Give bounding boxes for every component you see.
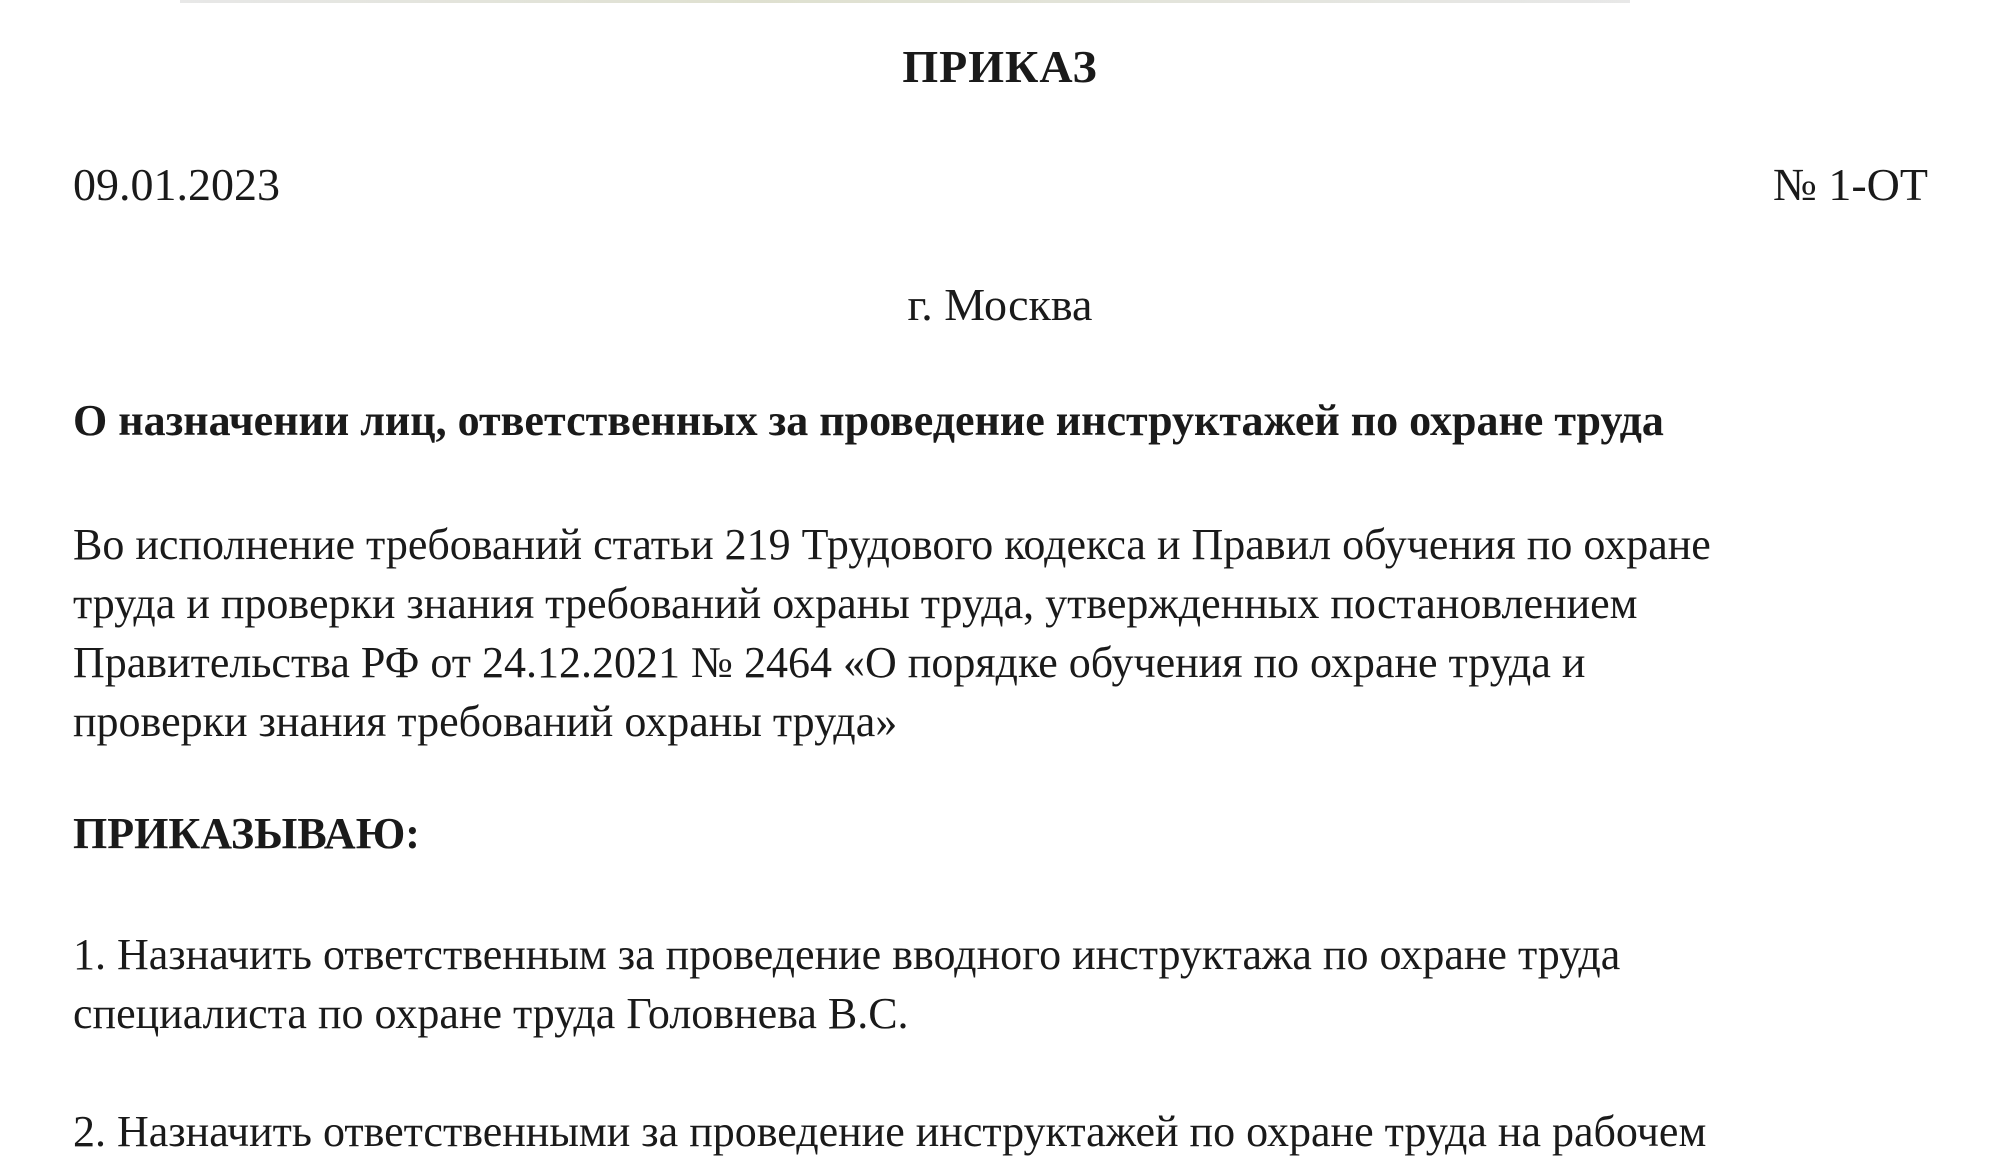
page-top-edge <box>180 0 1630 3</box>
document-city: г. Москва <box>907 279 1093 330</box>
document-subject: О назначении лиц, ответственных за проведение инструктажей по охране труда <box>73 396 1664 445</box>
document-number: № 1-ОТ <box>1772 159 1928 210</box>
document-title: ПРИКАЗ <box>902 41 1098 92</box>
order-item-2 <box>73 1102 1706 1161</box>
order-item-line: 1. Назначить ответственным за проведение вводного инструктажа по охране труда <box>73 930 1621 979</box>
order-heading: ПРИКАЗЫВАЮ: <box>73 809 420 858</box>
preamble-line: труда и проверки знания требований охраны труда, утвержденных постановлением <box>73 579 1638 628</box>
order-item-1 <box>73 925 1620 1043</box>
order-item-line: специалиста по охране труда Головнева В.С. <box>73 989 909 1038</box>
preamble-line: Правительства РФ от 24.12.2021 № 2464 «О порядке обучения по охране труда и <box>73 638 1586 687</box>
order-item-line: 2. Назначить ответственными за проведение инструктажей по охране труда на рабочем <box>73 1107 1707 1156</box>
preamble-paragraph <box>73 515 2000 751</box>
preamble-line: Во исполнение требований статьи 219 Трудового кодекса и Правил обучения по охране <box>73 520 1711 569</box>
preamble-line: проверки знания требований охраны труда» <box>73 697 898 746</box>
document-date: 09.01.2023 <box>73 159 280 210</box>
